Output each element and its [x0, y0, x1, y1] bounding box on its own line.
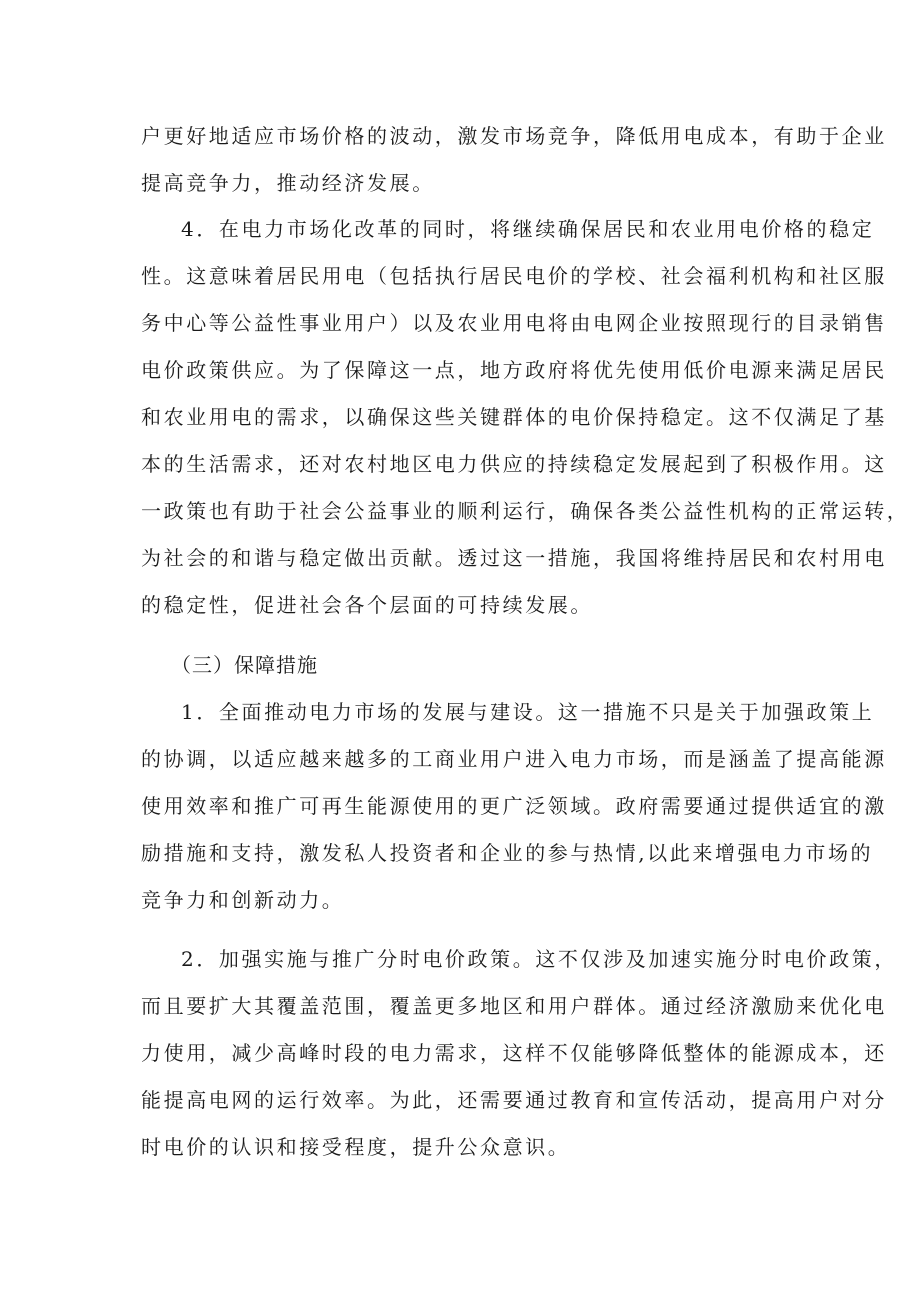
text-line: 2．加强实施与推广分时电价政策。这不仅涉及加速实施分时电价政策，: [181, 947, 897, 971]
text-line: 励措施和支持，激发私人投资者和企业的参与热情,以此来增强电力市场的: [141, 841, 874, 865]
paragraph-measure-2: [141, 936, 897, 1171]
text-line: 的协调，以适应越来越多的工商业用户进入电力市场，而是涵盖了提高能源: [141, 747, 887, 771]
text-line: 提高竞争力，推动经济发展。: [141, 171, 435, 195]
text-line: 本的生活需求，还对农村地区电力供应的持续稳定发展起到了积极作用。这: [141, 452, 887, 476]
text-line: 时电价的认识和接受程度，提升公众意识。: [141, 1135, 571, 1159]
paragraph-continued: [141, 113, 887, 207]
text-line: 性。这意味着居民用电（包括执行居民电价的学校、社会福利机构和社区服: [141, 264, 887, 288]
text-line: 电价政策供应。为了保障这一点，地方政府将优先使用低价电源来满足居民: [141, 358, 887, 382]
text-line: 和农业用电的需求，以确保这些关键群体的电价保持稳定。这不仅满足了基: [141, 405, 887, 429]
text-line: 户更好地适应市场价格的波动，激发市场竞争，降低用电成本，有助于企业: [141, 124, 887, 148]
section-heading: [141, 642, 801, 689]
text-line: 使用效率和推广可再生能源使用的更广泛领域。政府需要通过提供适宜的激: [141, 794, 887, 818]
section-heading-text: （三）保障措施: [171, 653, 318, 677]
text-line: 一政策也有助于社会公益事业的顺利运行，确保各类公益性机构的正常运转，: [141, 499, 910, 523]
text-line: 1．全面推动电力市场的发展与建设。这一措施不只是关于加强政策上: [181, 700, 875, 724]
text-line: 4．在电力市场化改革的同时，将继续确保居民和农业用电价格的稳定: [181, 217, 875, 241]
text-line: 为社会的和谐与稳定做出贡献。透过这一措施，我国将维持居民和农村用电: [141, 546, 887, 570]
text-line: 能提高电网的运行效率。为此，还需要通过教育和宣传活动，提高用户对分: [141, 1088, 887, 1112]
text-line: 竞争力和创新动力。: [141, 888, 345, 912]
paragraph-measure-1: [141, 689, 887, 924]
text-line: 而且要扩大其覆盖范围，覆盖更多地区和用户群体。通过经济激励来优化电: [141, 994, 887, 1018]
text-line: 力使用，减少高峰时段的电力需求，这样不仅能够降低整体的能源成本，还: [141, 1041, 887, 1065]
paragraph-item-4: [141, 206, 910, 629]
text-line: 务中心等公益性事业用户）以及农业用电将由电网企业按照现行的目录销售: [141, 311, 887, 335]
text-line: 的稳定性，促进社会各个层面的可持续发展。: [141, 593, 593, 617]
